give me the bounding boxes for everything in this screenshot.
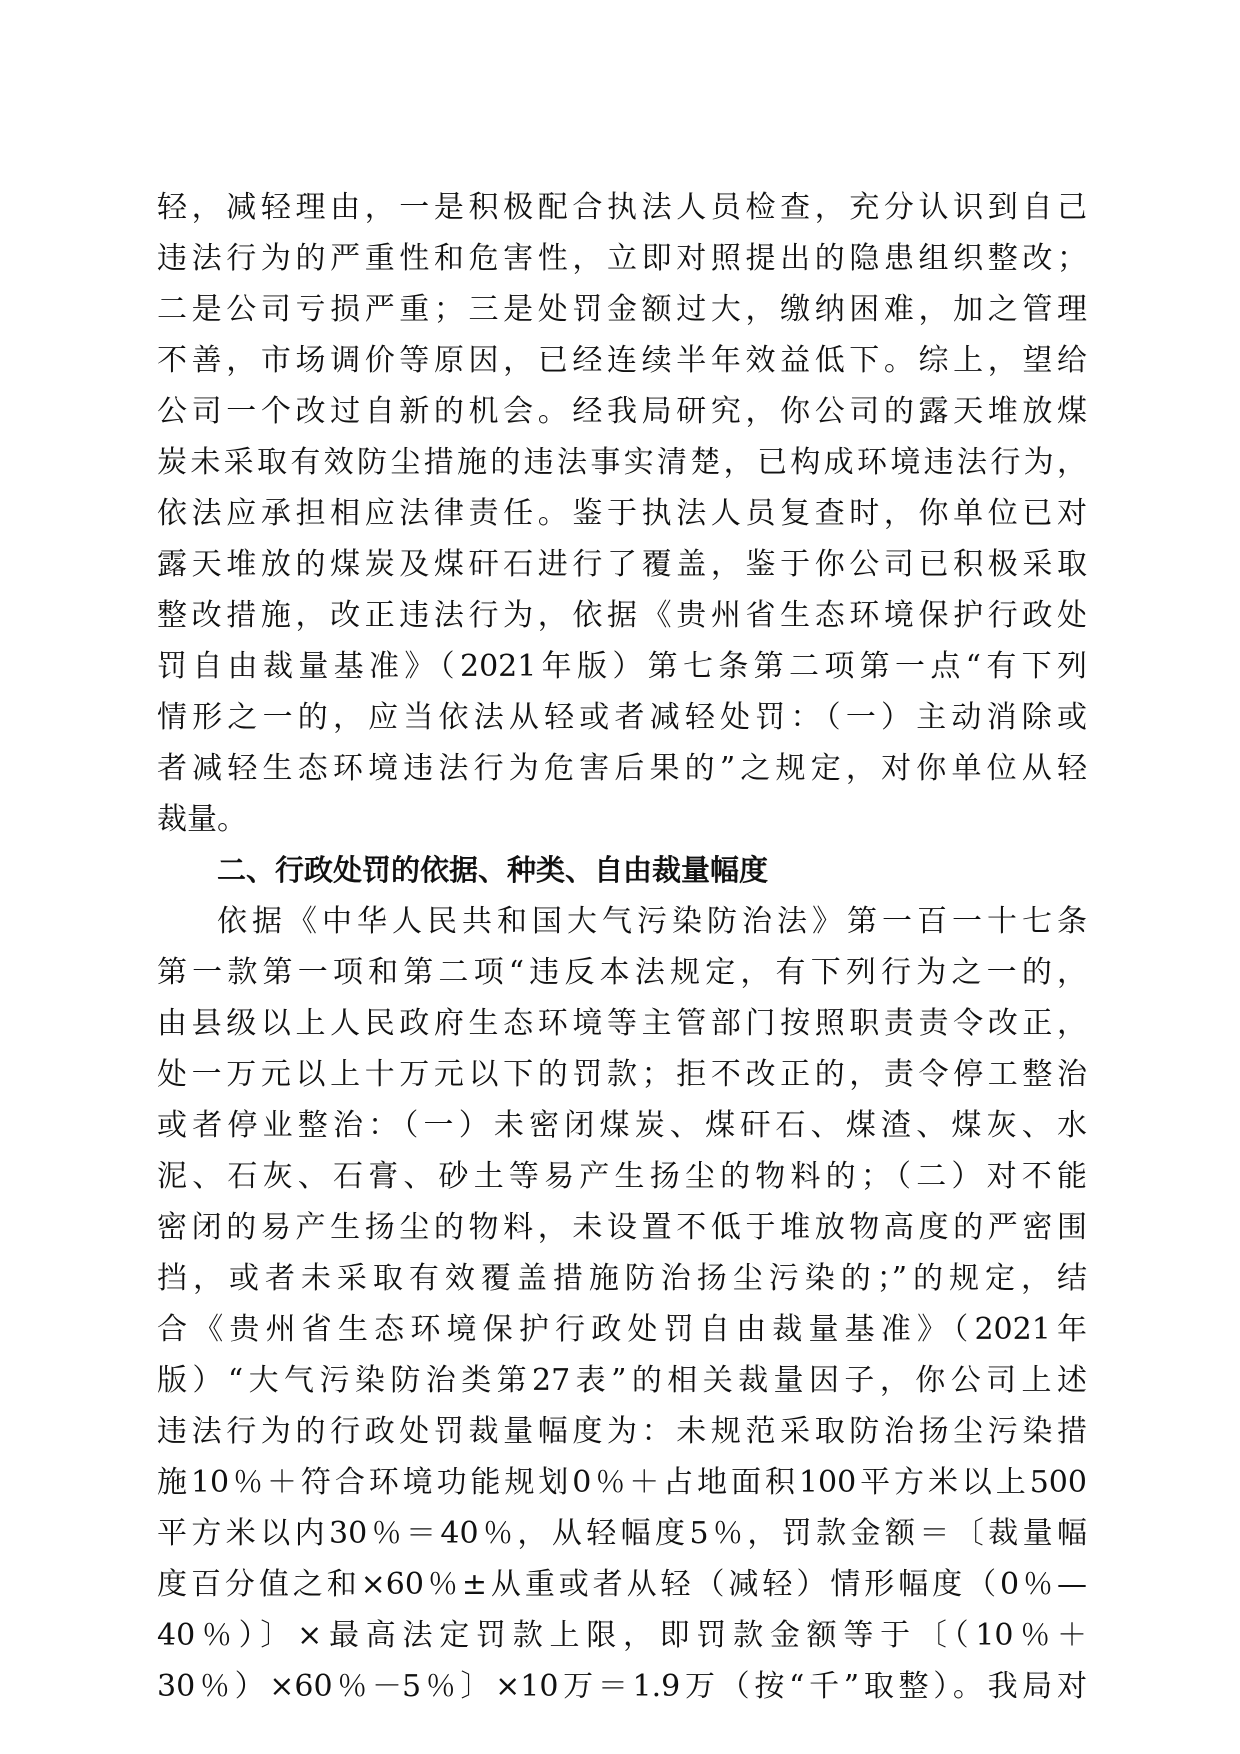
body-line: 违法行为的行政处罚裁量幅度为：未规范采取防治扬尘污染措 [157, 1414, 1087, 1449]
body-line: 施10％＋符合环境功能规划0％＋占地面积100平方米以上500 [157, 1465, 1087, 1500]
body-line: 罚自由裁量基准》（2021年版）第七条第二项第一点“有下列 [157, 649, 1087, 684]
body-line: 挡，或者未采取有效覆盖措施防治扬尘污染的；”的规定，结 [157, 1261, 1087, 1296]
body-line: 露天堆放的煤炭及煤矸石进行了覆盖，鉴于你公司已积极采取 [157, 547, 1087, 582]
body-line: 违法行为的严重性和危害性，立即对照提出的隐患组织整改； [157, 241, 1087, 276]
body-line: 第一款第一项和第二项“违反本法规定，有下列行为之一的， [157, 955, 1087, 990]
body-line: 泥、石灰、石膏、砂土等易产生扬尘的物料的；（二）对不能 [157, 1159, 1087, 1194]
body-line: 版）“大气污染防治类第27表”的相关裁量因子，你公司上述 [157, 1363, 1087, 1398]
body-line: 或者停业整治：（一）未密闭煤炭、煤矸石、煤渣、煤灰、水 [157, 1108, 1087, 1143]
body-line: 处一万元以上十万元以下的罚款；拒不改正的，责令停工整治 [157, 1057, 1087, 1092]
body-line: 度百分值之和×60％±从重或者从轻（减轻）情形幅度（0％— [157, 1567, 1087, 1602]
body-line: 公司一个改过自新的机会。经我局研究，你公司的露天堆放煤 [157, 394, 1087, 429]
body-line: 40％）〕×最高法定罚款上限，即罚款金额等于〔（10％＋ [157, 1618, 1087, 1653]
body-line: 由县级以上人民政府生态环境等主管部门按照职责责令改正， [157, 1006, 1087, 1041]
body-line: 炭未采取有效防尘措施的违法事实清楚，已构成环境违法行为， [157, 445, 1087, 480]
body-line: 不善，市场调价等原因，已经连续半年效益低下。综上，望给 [157, 343, 1087, 378]
document-body [157, 182, 1087, 1712]
body-line: 二是公司亏损严重；三是处罚金额过大，缴纳困难，加之管理 [157, 292, 1087, 327]
body-line: 密闭的易产生扬尘的物料，未设置不低于堆放物高度的严密围 [157, 1210, 1087, 1245]
body-line: 平方米以内30％＝40％，从轻幅度5％，罚款金额＝〔裁量幅 [157, 1516, 1087, 1551]
body-line: 整改措施，改正违法行为，依据《贵州省生态环境保护行政处 [157, 598, 1087, 633]
body-line: 合《贵州省生态环境保护行政处罚自由裁量基准》（2021年 [157, 1312, 1087, 1347]
body-line: 轻，减轻理由，一是积极配合执法人员检查，充分认识到自己 [157, 190, 1087, 225]
body-line: 依据《中华人民共和国大气污染防治法》第一百一十七条 [217, 904, 1087, 939]
body-line: 者减轻生态环境违法行为危害后果的”之规定，对你单位从轻 [157, 751, 1087, 786]
body-line: 依法应承担相应法律责任。鉴于执法人员复查时，你单位已对 [157, 496, 1087, 531]
body-line: 30％）×60％－5％〕×10万＝1.9万（按“千”取整）。我局对 [157, 1669, 1087, 1704]
body-line: 裁量。 [157, 802, 247, 837]
body-line: 情形之一的，应当依法从轻或者减轻处罚：（一）主动消除或 [157, 700, 1087, 735]
section-heading: 二、行政处罚的依据、种类、自由裁量幅度 [217, 853, 769, 887]
